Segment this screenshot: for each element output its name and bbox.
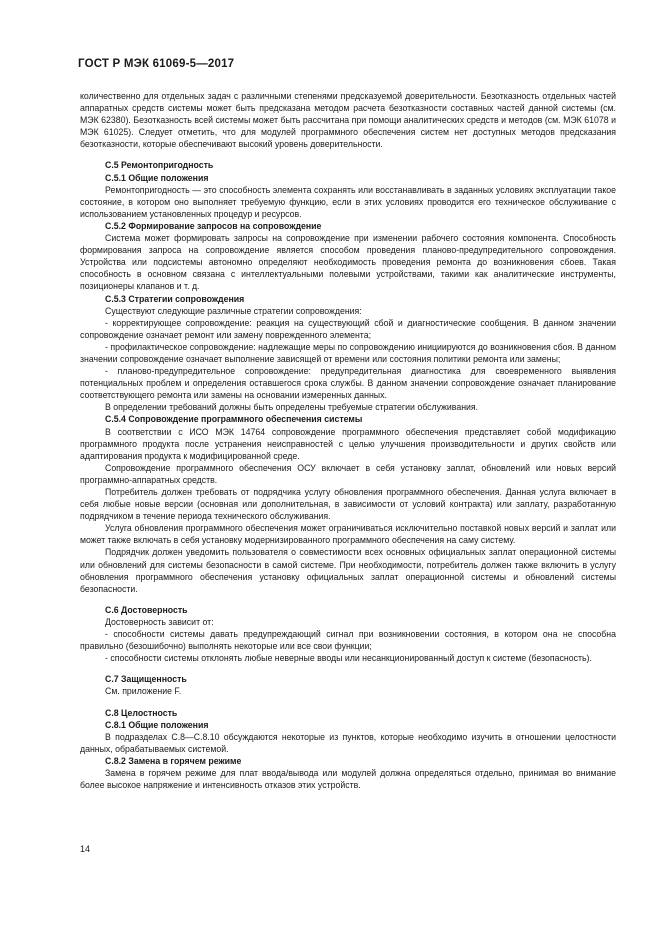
section-heading: С.7 Защищенность: [105, 674, 187, 685]
paragraph: В определении требований должны быть определены требуемые стратегии обслуживания.: [105, 402, 479, 413]
paragraph: количественно для отдельных задач с различными степенями предсказуемой доверительности. Безотказность отдельных частей аппаратных средств системы может быть предсказана методом расчета безотказности составных частей данной системы (см. МЭК 62380). Безотказность всей системы может быть рассчитана при помощи аналитических средств и методов (см. МЭК 61078 и МЭК 61025). Следует отметить, что для модулей программного обеспечения систем нет доступных методов предсказания безотказности, которые обеспечивают высокий уровень доверительности.: [80, 91, 616, 150]
paragraph: Замена в горячем режиме для плат ввода/вывода или модулей должна определяться отдельно, принимая во внимание более высокое напряжение и интенсивность отказов этих устройств.: [80, 767, 616, 791]
paragraph: Потребитель должен требовать от подрядчика услугу обновления программного обеспечения. Данная услуга включает в себя любые новые версии (основная или дополнительная, в зависимости от условий контракта) или заплату, разработанную подрядчиком в течение периода технического обслуживания.: [80, 487, 616, 522]
section-heading: С.5 Ремонтопригодность: [105, 160, 214, 171]
paragraph: - корректирующее сопровождение: реакция на существующий сбой и диагностические сообщения. В данном значении сопровождение означает ремонт или замену поврежденного элемента;: [80, 317, 616, 340]
subsection-heading: С.5.2 Формирование запросов на сопровождение: [105, 220, 322, 231]
document-body: [80, 90, 616, 791]
subsection-heading: С.5.1 Общие положения: [105, 172, 209, 183]
page-number: 14: [80, 844, 91, 854]
paragraph: - способности системы отклонять любые неверные вводы или несанкционированный доступ к системе (безопасность).: [105, 653, 592, 664]
subsection-heading: С.5.3 Стратегии сопровождения: [105, 293, 245, 304]
subsection-heading: С.8.1 Общие положения: [105, 719, 209, 730]
paragraph: Система может формировать запросы на сопровождение при изменении рабочего состояния компонента. Способность формирования запроса на сопровождение является способом проведения планово-предупредительного сопровождения. Устройства или подсистемы автономно определяют необходимость проведения ремонта до возникновения сбоев. Такая способность в основном связана с интеллектуальными полевыми устройствами, такими как аналитические инструменты, позиционеры клапанов и т. д.: [80, 233, 616, 292]
paragraph: Ремонтопригодность — это способность элемента сохранять или восстанавливать в заданных условиях эксплуатации такое состояние, в котором оно выполняет требуемую функцию, если в этих условиях проводится его техническое обслуживание с использованием установленных процедур и ресурсов.: [80, 184, 616, 219]
paragraph: В соответствии с ИСО МЭК 14764 сопровождение программного обеспечения представляет собой модификацию программного продукта после устранения неисправностей с целью улучшения производительности и других свойств или адаптирования продукта к модифицированной среде.: [80, 426, 616, 461]
paragraph: Услуга обновления программного обеспечения может ограничиваться исключительно поставкой новых версий и заплат или может также включать в себя установку модернизированного программного обеспечения на саму систему.: [80, 523, 616, 546]
paragraph: В подразделах С.8—С.8.10 обсуждаются некоторые из пунктов, которые необходимо изучить в отношении целостности данных, обрабатываемых системой.: [80, 731, 616, 754]
paragraph: См. приложение F.: [105, 686, 182, 697]
paragraph: Подрядчик должен уведомить пользователя о совместимости всех основных официальных заплат операционной системы или обновлений для системы безопасности в самой системе. При необходимости, потребитель должен также включить в услугу обновления программного обеспечения установку официальных заплат операционной системы и обновлений системы безопасности.: [80, 547, 616, 594]
paragraph: Существуют следующие различные стратегии сопровождения:: [105, 305, 362, 316]
paragraph: - способности системы давать предупреждающий сигнал при возникновении состояния, в котором она не способна правильно (безошибочно) выполнять некоторые или все свои функции;: [80, 629, 616, 652]
paragraph: Сопровождение программного обеспечения ОСУ включает в себя установку заплат, обновлений или новых версий программно-аппаратных средств.: [80, 462, 616, 485]
paragraph: Достоверность зависит от:: [105, 616, 214, 627]
subsection-heading: С.8.2 Замена в горячем режиме: [105, 755, 242, 766]
paragraph: - профилактическое сопровождение: надлежащие меры по сопровождению инициируются до возникновения сбоя. В данном значении сопровождение означает выполнение зависящей от времени или состояния политики ремонта или замены;: [80, 341, 616, 364]
section-heading: С.8 Целостность: [105, 707, 178, 718]
page-header: ГОСТ Р МЭК 61069-5—2017: [78, 58, 235, 70]
subsection-heading: С.5.4 Сопровождение программного обеспечения системы: [105, 414, 363, 425]
section-heading: С.6 Достоверность: [105, 604, 188, 615]
paragraph: - планово-предупредительное сопровождение: предупредительная диагностика для своевременного выявления потенциальных проблем и определения оставшегося срока службы. В данном значении сопровождение означает планирование соответствующего ремонта или замены на основании измеренных данных.: [80, 366, 616, 401]
